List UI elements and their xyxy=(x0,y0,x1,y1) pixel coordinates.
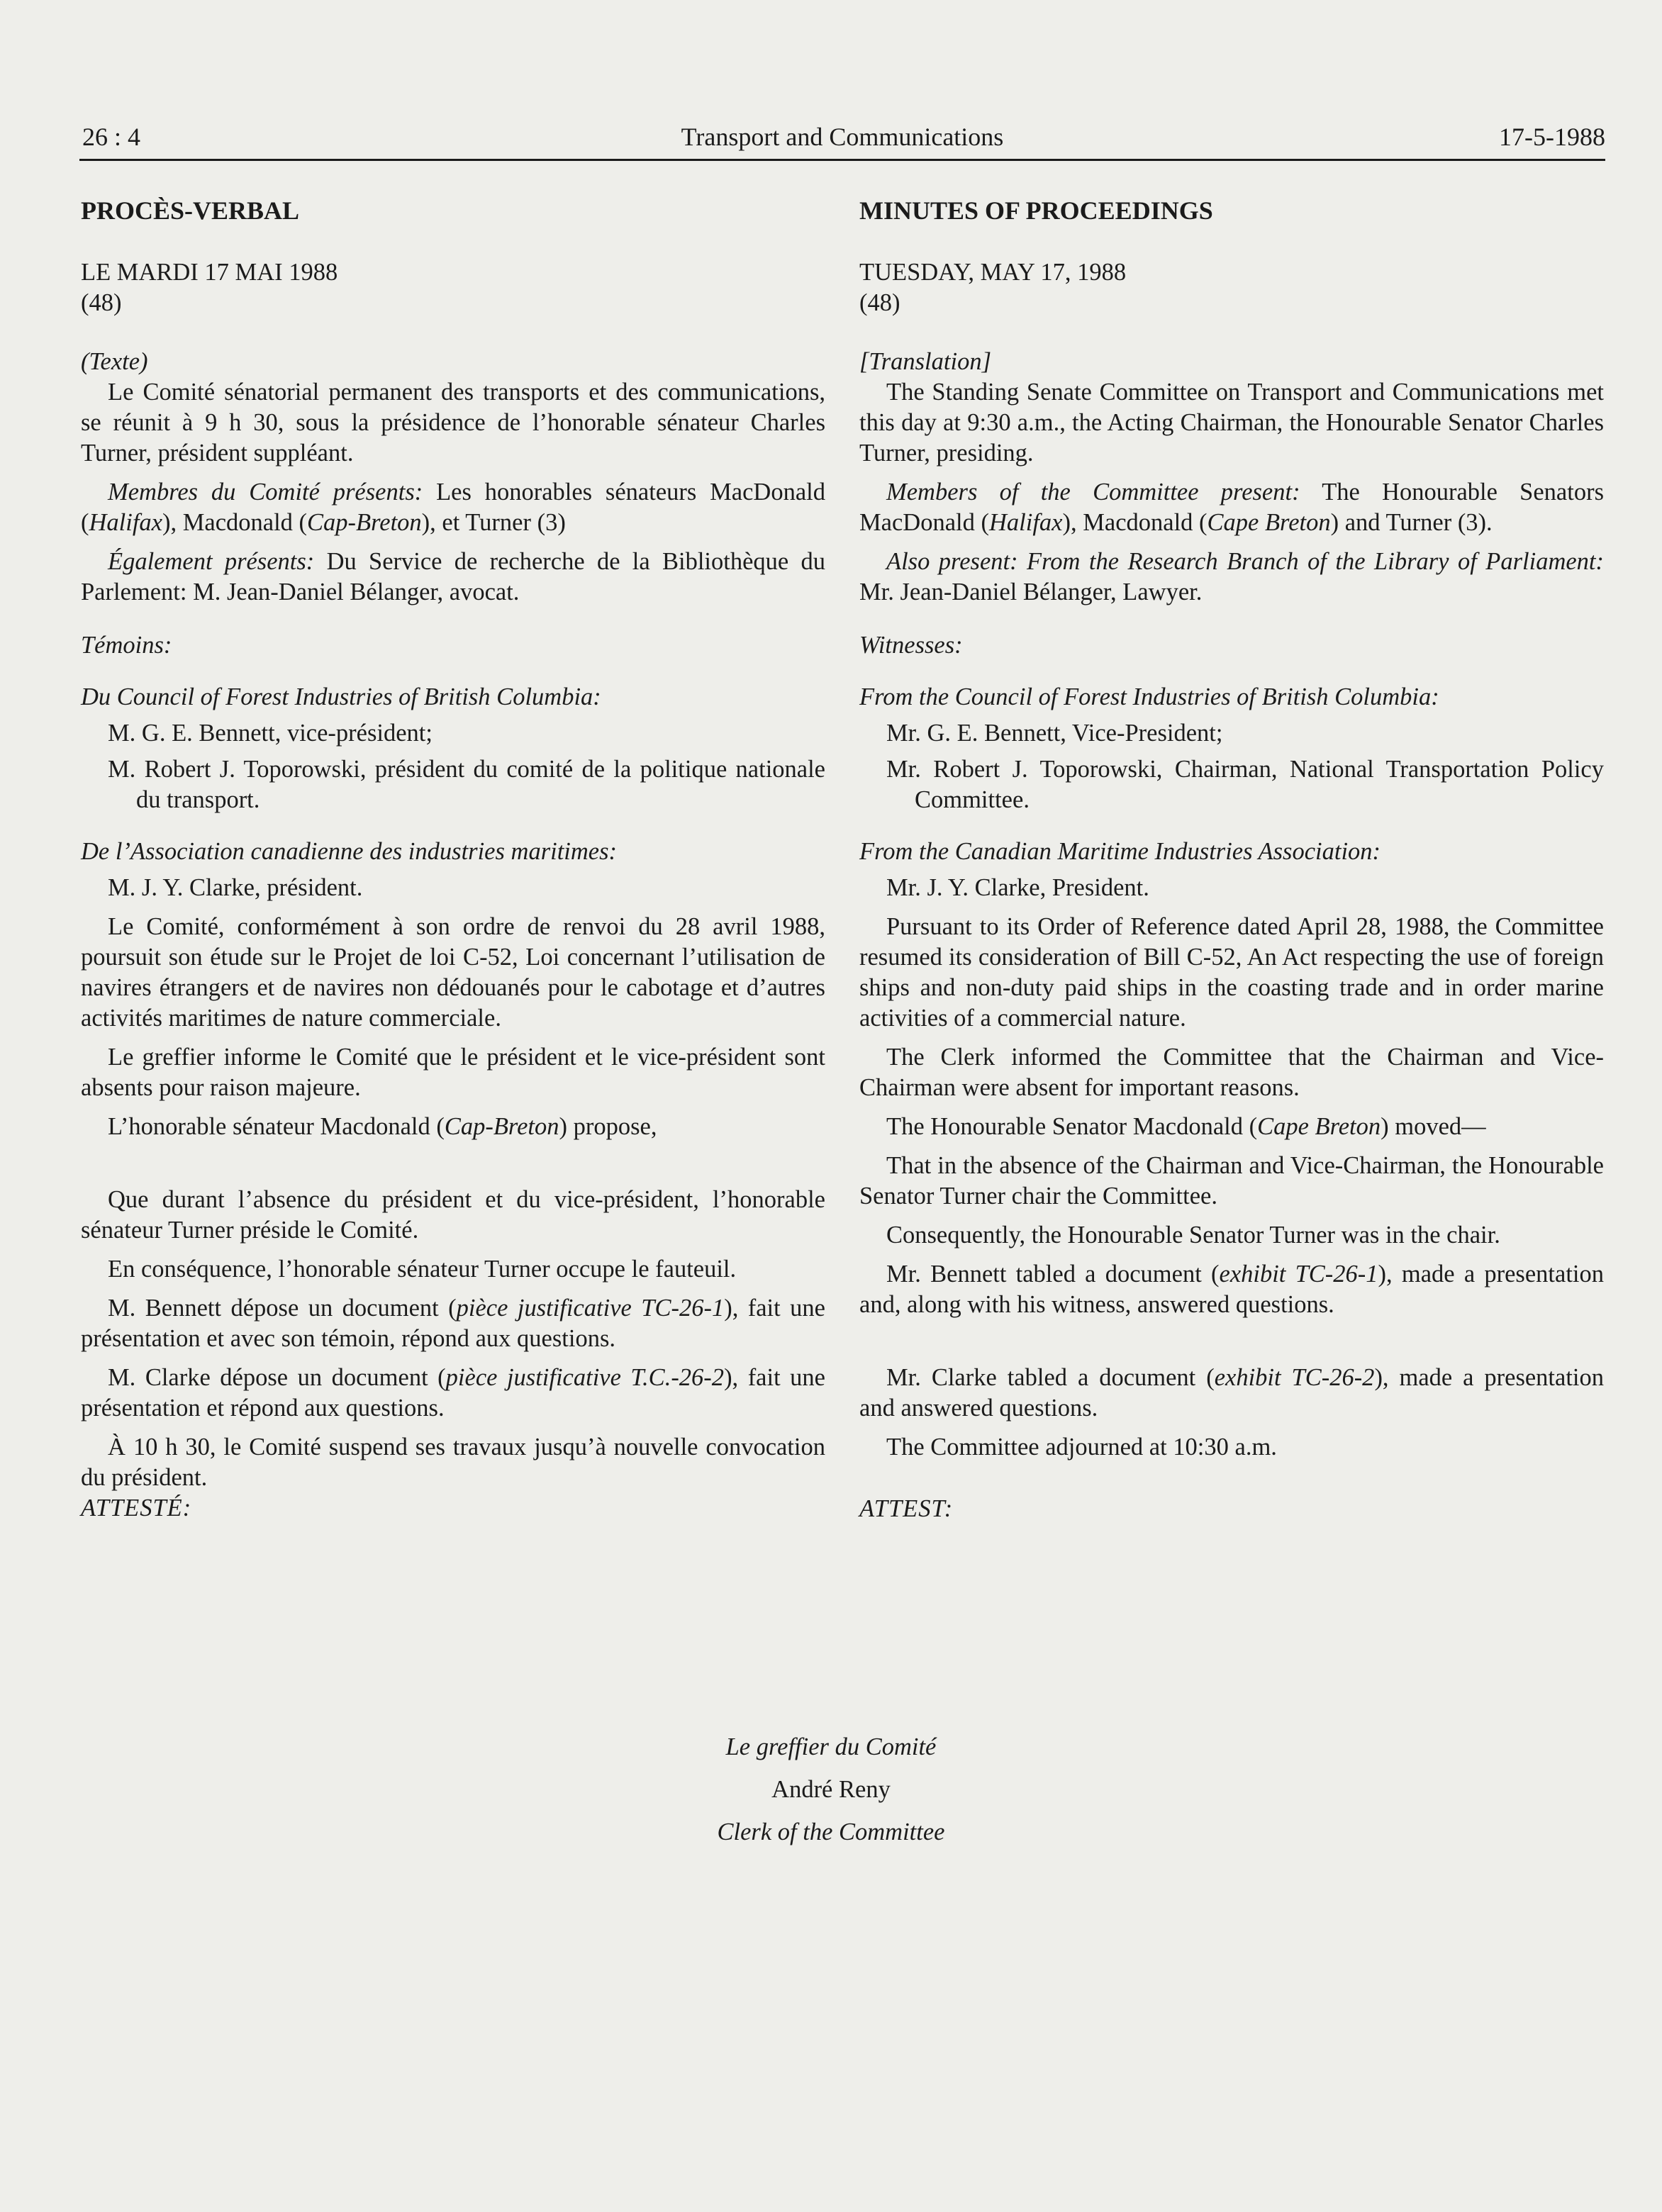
french-also-text: Du Service de recherche de la Bibliothèque du Parlement: M. Jean-Daniel Bélanger, avocat. xyxy=(81,548,825,605)
english-witness-org-1: From the Council of Forest Industries of British Columbia: xyxy=(859,683,1439,710)
french-bennett-c: ), fait une présentation et avec son témoin, répond aux questions. xyxy=(81,1295,825,1352)
french-also-present-paragraph xyxy=(81,547,825,608)
english-witness-org-2: From the Canadian Maritime Industries Association: xyxy=(859,838,1381,865)
french-motion-a: L’honorable sénateur Macdonald ( xyxy=(108,1113,445,1140)
french-members-label: Membres du Comité présents: xyxy=(108,479,423,505)
french-motion-c: ) propose, xyxy=(559,1113,657,1140)
signature-fr-title: Le greffier du Comité xyxy=(725,1733,937,1760)
english-bennett-exhibit: exhibit TC-26-1 xyxy=(1219,1261,1378,1287)
french-clarke-a: M. Clarke dépose un document ( xyxy=(108,1364,446,1391)
french-witness-3: M. J. Y. Clarke, président. xyxy=(108,874,363,901)
french-sitting-number: (48) xyxy=(81,289,122,316)
signature-block xyxy=(0,1726,1662,1853)
english-members-halifax: Halifax xyxy=(988,509,1063,536)
signature-name: André Reny xyxy=(771,1776,891,1803)
french-witness-2: M. Robert J. Toporowski, président du comité de la politique nationale du transport. xyxy=(108,756,825,813)
french-motion-paragraph xyxy=(81,1112,825,1142)
english-bennett-paragraph xyxy=(859,1259,1604,1320)
english-also-text: Mr. Jean-Daniel Bélanger, Lawyer. xyxy=(859,579,1203,605)
french-clarke-exhibit: pièce justificative T.C.-26-2 xyxy=(445,1364,725,1391)
french-motion-capbreton: Cap-Breton xyxy=(444,1113,559,1140)
english-column xyxy=(859,196,1604,1524)
running-title: Transport and Communications xyxy=(681,123,1004,151)
english-members-paragraph xyxy=(859,477,1604,538)
english-adjourn-paragraph: The Committee adjourned at 10:30 a.m. xyxy=(886,1434,1277,1460)
english-clarke-c: ), made a presentation and answered questions. xyxy=(859,1364,1604,1421)
french-dateline: LE MARDI 17 MAI 1988 xyxy=(81,259,338,286)
french-witness-org-2: De l’Association canadienne des industries maritimes: xyxy=(81,838,618,865)
french-clerk-paragraph: Le greffier informe le Comité que le président et le vice-président sont absents pour raison majeure. xyxy=(81,1044,825,1101)
page-header xyxy=(79,122,1605,156)
english-clerk-paragraph: The Clerk informed the Committee that the Chairman and Vice-Chairman were absent for important reasons. xyxy=(859,1044,1604,1101)
french-witness-org-1: Du Council of Forest Industries of British Columbia: xyxy=(81,683,601,710)
french-heading: PROCÈS-VERBAL xyxy=(81,196,300,225)
english-clarke-a: Mr. Clarke tabled a document ( xyxy=(886,1364,1215,1391)
english-sitting-number: (48) xyxy=(859,289,900,316)
french-witness-1: M. G. E. Bennett, vice-président; xyxy=(108,720,433,747)
french-consequence-paragraph: En conséquence, l’honorable sénateur Turner occupe le fauteuil. xyxy=(108,1256,737,1283)
english-witness-1: Mr. G. E. Bennett, Vice-President; xyxy=(886,720,1223,747)
english-members-text-e: ) and Turner (3). xyxy=(1330,509,1493,536)
english-translation-label: [Translation] xyxy=(859,348,991,375)
english-heading: MINUTES OF PROCEEDINGS xyxy=(859,196,1213,225)
french-text-label: (Texte) xyxy=(81,348,148,375)
english-also-present-paragraph xyxy=(859,547,1604,608)
french-opening-paragraph: Le Comité sénatorial permanent des transports et des communications, se réunit à 9 h 30, sous la présidence de l’honorable sénateur Charles Turner, président suppléant. xyxy=(81,379,825,467)
english-motion-a: The Honourable Senator Macdonald ( xyxy=(886,1113,1258,1140)
french-also-label: Également présents: xyxy=(108,548,315,575)
english-members-text-c: ), Macdonald ( xyxy=(1062,509,1208,536)
english-consequence-paragraph: Consequently, the Honourable Senator Turner was in the chair. xyxy=(886,1222,1500,1249)
english-attest: ATTEST: xyxy=(859,1495,954,1522)
page-number: 26 : 4 xyxy=(82,123,141,151)
english-witness-2: Mr. Robert J. Toporowski, Chairman, National Transportation Policy Committee. xyxy=(886,756,1604,813)
english-members-label: Members of the Committee present: xyxy=(886,479,1300,505)
french-order-paragraph: Le Comité, conformément à son ordre de renvoi du 28 avril 1988, poursuit son étude sur le Projet de loi C-52, Loi concernant l’utilisation de navires étrangers et de navires non dédouanés pour le cabotage et d’autres activités maritimes de nature commerciale. xyxy=(81,913,825,1032)
english-witnesses-label: Witnesses: xyxy=(859,632,963,659)
english-motion-c: ) moved— xyxy=(1381,1113,1486,1140)
french-members-text-c: ), Macdonald ( xyxy=(162,509,308,536)
french-column xyxy=(81,196,825,1524)
french-resolution-paragraph: Que durant l’absence du président et du vice-président, l’honorable sénateur Turner préside le Comité. xyxy=(81,1186,825,1244)
header-rule xyxy=(79,159,1605,161)
french-adjourn-paragraph: À 10 h 30, le Comité suspend ses travaux jusqu’à nouvelle convocation du président. xyxy=(81,1434,825,1491)
french-attest: ATTESTÉ: xyxy=(81,1495,192,1521)
english-clarke-exhibit: exhibit TC-26-2 xyxy=(1214,1364,1375,1391)
french-witnesses-label: Témoins: xyxy=(81,632,172,659)
english-members-capebreton: Cape Breton xyxy=(1207,509,1331,536)
french-members-text-a: Les honorables sénateurs MacDonald ( xyxy=(81,479,825,536)
french-members-capbreton: Cap-Breton xyxy=(307,509,422,536)
french-members-halifax: Halifax xyxy=(89,509,162,536)
english-also-label: Also present: From the Research Branch of the Library of Parliament: xyxy=(886,548,1604,575)
english-order-paragraph: Pursuant to its Order of Reference dated April 28, 1988, the Committee resumed its consideration of Bill C-52, An Act respecting the use of foreign ships and non-duty paid ships in the coasting trade and in order marine activities of a commercial nature. xyxy=(859,913,1604,1032)
english-bennett-c: ), made a presentation and, along with his witness, answered questions. xyxy=(859,1261,1604,1318)
english-opening-paragraph: The Standing Senate Committee on Transport and Communications met this day at 9:30 a.m., the Acting Chairman, the Honourable Senator Charles Turner, presiding. xyxy=(859,379,1604,467)
french-members-text-e: ), et Turner (3) xyxy=(421,509,566,536)
french-bennett-paragraph xyxy=(81,1293,825,1354)
english-bennett-a: Mr. Bennett tabled a document ( xyxy=(886,1261,1220,1287)
french-bennett-a: M. Bennett dépose un document ( xyxy=(108,1295,457,1322)
signature-en-title: Clerk of the Committee xyxy=(717,1819,945,1845)
header-date: 17-5-1988 xyxy=(1499,123,1605,151)
english-resolution-paragraph: That in the absence of the Chairman and Vice-Chairman, the Honourable Senator Turner chair the Committee. xyxy=(859,1152,1604,1210)
french-members-paragraph xyxy=(81,477,825,538)
english-motion-paragraph xyxy=(859,1112,1604,1142)
english-clarke-paragraph xyxy=(859,1363,1604,1424)
english-dateline: TUESDAY, MAY 17, 1988 xyxy=(859,259,1127,286)
french-bennett-exhibit: pièce justificative TC-26-1 xyxy=(456,1295,725,1322)
english-witness-3: Mr. J. Y. Clarke, President. xyxy=(886,874,1149,901)
french-clarke-paragraph xyxy=(81,1363,825,1424)
english-members-text-a: The Honourable Senators MacDonald ( xyxy=(859,479,1604,536)
english-motion-capebreton: Cape Breton xyxy=(1257,1113,1381,1140)
french-clarke-c: ), fait une présentation et répond aux questions. xyxy=(81,1364,825,1421)
